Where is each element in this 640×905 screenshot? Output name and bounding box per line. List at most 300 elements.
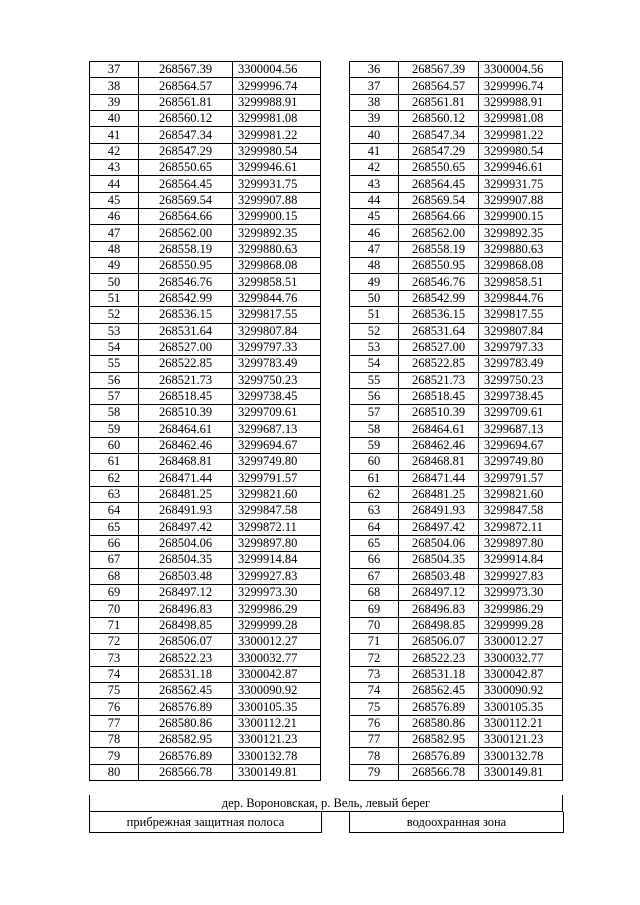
x-coordinate-cell: 268462.46: [139, 437, 233, 453]
point-number-cell: 70: [350, 617, 399, 633]
y-coordinate-cell: 3299872.11: [233, 519, 321, 535]
point-number-cell: 60: [90, 437, 139, 453]
point-number-cell: 76: [350, 715, 399, 731]
point-number-cell: 54: [350, 356, 399, 372]
x-coordinate-cell: 268498.85: [139, 617, 233, 633]
y-coordinate-cell: 3300149.81: [479, 764, 563, 780]
x-coordinate-cell: 268546.76: [139, 274, 233, 290]
table-row: [90, 732, 321, 748]
y-coordinate-cell: 3299880.63: [479, 241, 563, 257]
point-number-cell: 79: [350, 764, 399, 780]
table-row: [350, 405, 563, 421]
y-coordinate-cell: 3299844.76: [233, 290, 321, 306]
x-coordinate-cell: 268542.99: [139, 290, 233, 306]
y-coordinate-cell: 3299847.58: [233, 503, 321, 519]
y-coordinate-cell: 3299868.08: [479, 258, 563, 274]
table-row: [90, 519, 321, 535]
point-number-cell: 77: [90, 715, 139, 731]
point-number-cell: 61: [90, 454, 139, 470]
table-row: [350, 356, 563, 372]
y-coordinate-cell: 3299897.80: [233, 535, 321, 551]
y-coordinate-cell: 3299750.23: [479, 372, 563, 388]
point-number-cell: 36: [350, 62, 399, 78]
x-coordinate-cell: 268522.23: [139, 650, 233, 666]
table-row: [90, 715, 321, 731]
y-coordinate-cell: 3299817.55: [479, 307, 563, 323]
table-row: [350, 192, 563, 208]
table-row: [350, 209, 563, 225]
x-coordinate-cell: 268547.29: [399, 143, 479, 159]
table-row: [350, 127, 563, 143]
point-number-cell: 49: [90, 258, 139, 274]
x-coordinate-cell: 268503.48: [399, 568, 479, 584]
y-coordinate-cell: 3299980.54: [233, 143, 321, 159]
y-coordinate-cell: 3299783.49: [479, 356, 563, 372]
y-coordinate-cell: 3299783.49: [233, 356, 321, 372]
point-number-cell: 39: [90, 94, 139, 110]
x-coordinate-cell: 268496.83: [139, 601, 233, 617]
coordinates-table-left: [89, 61, 321, 781]
table-row: [90, 160, 321, 176]
y-coordinate-cell: 3299858.51: [233, 274, 321, 290]
table-row: [350, 503, 563, 519]
table-row: [90, 62, 321, 78]
y-coordinate-cell: 3299981.08: [479, 111, 563, 127]
y-coordinate-cell: 3299973.30: [233, 585, 321, 601]
x-coordinate-cell: 268531.18: [399, 666, 479, 682]
y-coordinate-cell: 3299986.29: [479, 601, 563, 617]
y-coordinate-cell: 3299797.33: [233, 339, 321, 355]
point-number-cell: 38: [90, 78, 139, 94]
point-number-cell: 62: [350, 486, 399, 502]
x-coordinate-cell: 268550.95: [139, 258, 233, 274]
y-coordinate-cell: 3299847.58: [479, 503, 563, 519]
x-coordinate-cell: 268504.06: [139, 535, 233, 551]
y-coordinate-cell: 3299946.61: [233, 160, 321, 176]
table-row: [90, 535, 321, 551]
x-coordinate-cell: 268564.45: [399, 176, 479, 192]
point-number-cell: 57: [90, 388, 139, 404]
table-row: [350, 339, 563, 355]
y-coordinate-cell: 3299900.15: [479, 209, 563, 225]
x-coordinate-cell: 268531.64: [139, 323, 233, 339]
x-coordinate-cell: 268566.78: [139, 764, 233, 780]
x-coordinate-cell: 268468.81: [399, 454, 479, 470]
x-coordinate-cell: 268496.83: [399, 601, 479, 617]
x-coordinate-cell: 268564.57: [399, 78, 479, 94]
table-row: [90, 225, 321, 241]
point-number-cell: 46: [350, 225, 399, 241]
y-coordinate-cell: 3299986.29: [233, 601, 321, 617]
table-row: [90, 176, 321, 192]
point-number-cell: 71: [350, 634, 399, 650]
point-number-cell: 66: [350, 552, 399, 568]
y-coordinate-cell: 3300121.23: [233, 732, 321, 748]
x-coordinate-cell: 268462.46: [399, 437, 479, 453]
x-coordinate-cell: 268522.85: [139, 356, 233, 372]
y-coordinate-cell: 3299996.74: [479, 78, 563, 94]
table-row: [350, 421, 563, 437]
y-coordinate-cell: 3300112.21: [479, 715, 563, 731]
point-number-cell: 39: [350, 111, 399, 127]
zone-footer: [89, 812, 563, 832]
x-coordinate-cell: 268536.15: [139, 307, 233, 323]
point-number-cell: 48: [350, 258, 399, 274]
point-number-cell: 68: [90, 568, 139, 584]
point-number-cell: 63: [350, 503, 399, 519]
table-row: [90, 209, 321, 225]
y-coordinate-cell: 3299880.63: [233, 241, 321, 257]
x-coordinate-cell: 268503.48: [139, 568, 233, 584]
point-number-cell: 52: [90, 307, 139, 323]
point-number-cell: 66: [90, 535, 139, 551]
table-row: [350, 258, 563, 274]
y-coordinate-cell: 3300105.35: [479, 699, 563, 715]
table-row: [90, 274, 321, 290]
point-number-cell: 38: [350, 94, 399, 110]
table-row: [90, 585, 321, 601]
y-coordinate-cell: 3299872.11: [479, 519, 563, 535]
x-coordinate-cell: 268531.18: [139, 666, 233, 682]
point-number-cell: 65: [90, 519, 139, 535]
y-coordinate-cell: 3300132.78: [479, 748, 563, 764]
point-number-cell: 75: [90, 683, 139, 699]
y-coordinate-cell: 3300032.77: [479, 650, 563, 666]
point-number-cell: 73: [350, 666, 399, 682]
x-coordinate-cell: 268576.89: [399, 748, 479, 764]
x-coordinate-cell: 268562.45: [399, 683, 479, 699]
y-coordinate-cell: 3299750.23: [233, 372, 321, 388]
table-row: [350, 111, 563, 127]
table-row: [90, 666, 321, 682]
point-number-cell: 59: [350, 437, 399, 453]
coordinates-table-left-body: [90, 62, 321, 781]
table-row: [350, 437, 563, 453]
table-row: [90, 323, 321, 339]
table-row: [350, 486, 563, 502]
y-coordinate-cell: 3300090.92: [479, 683, 563, 699]
point-number-cell: 53: [90, 323, 139, 339]
x-coordinate-cell: 268504.35: [399, 552, 479, 568]
y-coordinate-cell: 3299858.51: [479, 274, 563, 290]
point-number-cell: 37: [90, 62, 139, 78]
x-coordinate-cell: 268506.07: [399, 634, 479, 650]
x-coordinate-cell: 268527.00: [399, 339, 479, 355]
point-number-cell: 56: [350, 388, 399, 404]
point-number-cell: 43: [90, 160, 139, 176]
y-coordinate-cell: 3299914.84: [479, 552, 563, 568]
x-coordinate-cell: 268558.19: [139, 241, 233, 257]
y-coordinate-cell: 3299709.61: [479, 405, 563, 421]
table-row: [90, 388, 321, 404]
y-coordinate-cell: 3299694.67: [233, 437, 321, 453]
x-coordinate-cell: 268576.89: [139, 699, 233, 715]
point-number-cell: 76: [90, 699, 139, 715]
y-coordinate-cell: 3299738.45: [233, 388, 321, 404]
point-number-cell: 53: [350, 339, 399, 355]
coordinates-table-right-body: [350, 62, 563, 781]
point-number-cell: 70: [90, 601, 139, 617]
table-row: [350, 601, 563, 617]
point-number-cell: 40: [90, 111, 139, 127]
x-coordinate-cell: 268564.66: [139, 209, 233, 225]
table-row: [350, 519, 563, 535]
table-row: [350, 323, 563, 339]
point-number-cell: 55: [90, 356, 139, 372]
y-coordinate-cell: 3299844.76: [479, 290, 563, 306]
table-row: [90, 127, 321, 143]
table-row: [350, 160, 563, 176]
point-number-cell: 47: [350, 241, 399, 257]
x-coordinate-cell: 268471.44: [139, 470, 233, 486]
point-number-cell: 51: [90, 290, 139, 306]
table-row: [350, 78, 563, 94]
table-row: [90, 601, 321, 617]
x-coordinate-cell: 268560.12: [399, 111, 479, 127]
x-coordinate-cell: 268464.61: [399, 421, 479, 437]
y-coordinate-cell: 3299694.67: [479, 437, 563, 453]
table-row: [90, 290, 321, 306]
point-number-cell: 75: [350, 699, 399, 715]
table-row: [350, 274, 563, 290]
x-coordinate-cell: 268468.81: [139, 454, 233, 470]
x-coordinate-cell: 268497.12: [399, 585, 479, 601]
footer-water-protection-zone: водоохранная зона: [349, 812, 564, 833]
point-number-cell: 67: [350, 568, 399, 584]
y-coordinate-cell: 3300149.81: [233, 764, 321, 780]
table-row: [90, 617, 321, 633]
point-number-cell: 48: [90, 241, 139, 257]
point-number-cell: 58: [350, 421, 399, 437]
y-coordinate-cell: 3299791.57: [233, 470, 321, 486]
x-coordinate-cell: 268521.73: [399, 372, 479, 388]
x-coordinate-cell: 268506.07: [139, 634, 233, 650]
x-coordinate-cell: 268510.39: [139, 405, 233, 421]
y-coordinate-cell: 3300012.27: [479, 634, 563, 650]
x-coordinate-cell: 268562.00: [139, 225, 233, 241]
x-coordinate-cell: 268497.12: [139, 585, 233, 601]
table-row: [350, 94, 563, 110]
point-number-cell: 68: [350, 585, 399, 601]
coordinates-document: [89, 61, 563, 832]
point-number-cell: 43: [350, 176, 399, 192]
point-number-cell: 65: [350, 535, 399, 551]
x-coordinate-cell: 268527.00: [139, 339, 233, 355]
x-coordinate-cell: 268569.54: [399, 192, 479, 208]
y-coordinate-cell: 3299868.08: [233, 258, 321, 274]
x-coordinate-cell: 268498.85: [399, 617, 479, 633]
point-number-cell: 63: [90, 486, 139, 502]
y-coordinate-cell: 3299973.30: [479, 585, 563, 601]
point-number-cell: 74: [90, 666, 139, 682]
y-coordinate-cell: 3299897.80: [479, 535, 563, 551]
point-number-cell: 67: [90, 552, 139, 568]
x-coordinate-cell: 268560.12: [139, 111, 233, 127]
table-row: [350, 372, 563, 388]
x-coordinate-cell: 268567.39: [399, 62, 479, 78]
x-coordinate-cell: 268567.39: [139, 62, 233, 78]
table-row: [90, 94, 321, 110]
table-row: [90, 356, 321, 372]
y-coordinate-cell: 3299907.88: [233, 192, 321, 208]
point-number-cell: 47: [90, 225, 139, 241]
point-number-cell: 50: [90, 274, 139, 290]
table-row: [90, 470, 321, 486]
y-coordinate-cell: 3299807.84: [479, 323, 563, 339]
table-row: [350, 307, 563, 323]
x-coordinate-cell: 268504.06: [399, 535, 479, 551]
point-number-cell: 45: [350, 209, 399, 225]
y-coordinate-cell: 3299981.22: [479, 127, 563, 143]
table-row: [350, 715, 563, 731]
x-coordinate-cell: 268521.73: [139, 372, 233, 388]
x-coordinate-cell: 268547.29: [139, 143, 233, 159]
x-coordinate-cell: 268582.95: [399, 732, 479, 748]
y-coordinate-cell: 3299980.54: [479, 143, 563, 159]
y-coordinate-cell: 3299946.61: [479, 160, 563, 176]
x-coordinate-cell: 268562.45: [139, 683, 233, 699]
table-row: [350, 650, 563, 666]
table-row: [90, 258, 321, 274]
locality-caption: дер. Вороновская, р. Вель, левый берег: [89, 795, 563, 812]
x-coordinate-cell: 268522.85: [399, 356, 479, 372]
footer-coastal-protective-strip: прибрежная защитная полоса: [89, 812, 322, 833]
table-row: [350, 225, 563, 241]
point-number-cell: 80: [90, 764, 139, 780]
table-row: [90, 650, 321, 666]
table-row: [90, 437, 321, 453]
table-row: [350, 290, 563, 306]
x-coordinate-cell: 268546.76: [399, 274, 479, 290]
table-row: [350, 585, 563, 601]
x-coordinate-cell: 268561.81: [139, 94, 233, 110]
x-coordinate-cell: 268497.42: [139, 519, 233, 535]
point-number-cell: 73: [90, 650, 139, 666]
y-coordinate-cell: 3299687.13: [233, 421, 321, 437]
x-coordinate-cell: 268561.81: [399, 94, 479, 110]
x-coordinate-cell: 268566.78: [399, 764, 479, 780]
x-coordinate-cell: 268547.34: [399, 127, 479, 143]
x-coordinate-cell: 268564.57: [139, 78, 233, 94]
point-number-cell: 77: [350, 732, 399, 748]
y-coordinate-cell: 3300004.56: [479, 62, 563, 78]
x-coordinate-cell: 268481.25: [139, 486, 233, 502]
table-row: [350, 617, 563, 633]
point-number-cell: 56: [90, 372, 139, 388]
x-coordinate-cell: 268464.61: [139, 421, 233, 437]
table-row: [90, 339, 321, 355]
table-row: [350, 176, 563, 192]
y-coordinate-cell: 3300121.23: [479, 732, 563, 748]
table-row: [350, 388, 563, 404]
point-number-cell: 37: [350, 78, 399, 94]
x-coordinate-cell: 268536.15: [399, 307, 479, 323]
table-row: [90, 683, 321, 699]
x-coordinate-cell: 268491.93: [139, 503, 233, 519]
x-coordinate-cell: 268491.93: [399, 503, 479, 519]
point-number-cell: 54: [90, 339, 139, 355]
point-number-cell: 49: [350, 274, 399, 290]
x-coordinate-cell: 268522.23: [399, 650, 479, 666]
table-row: [90, 503, 321, 519]
x-coordinate-cell: 268518.45: [139, 388, 233, 404]
y-coordinate-cell: 3299988.91: [233, 94, 321, 110]
x-coordinate-cell: 268518.45: [399, 388, 479, 404]
point-number-cell: 61: [350, 470, 399, 486]
y-coordinate-cell: 3300105.35: [233, 699, 321, 715]
table-row: [350, 732, 563, 748]
x-coordinate-cell: 268510.39: [399, 405, 479, 421]
point-number-cell: 72: [90, 634, 139, 650]
y-coordinate-cell: 3299817.55: [233, 307, 321, 323]
y-coordinate-cell: 3300032.77: [233, 650, 321, 666]
point-number-cell: 50: [350, 290, 399, 306]
table-row: [90, 454, 321, 470]
table-row: [90, 634, 321, 650]
table-row: [350, 634, 563, 650]
x-coordinate-cell: 268547.34: [139, 127, 233, 143]
y-coordinate-cell: 3299791.57: [479, 470, 563, 486]
table-row: [90, 372, 321, 388]
point-number-cell: 42: [90, 143, 139, 159]
table-row: [350, 241, 563, 257]
table-row: [350, 699, 563, 715]
x-coordinate-cell: 268562.00: [399, 225, 479, 241]
y-coordinate-cell: 3299821.60: [479, 486, 563, 502]
y-coordinate-cell: 3299914.84: [233, 552, 321, 568]
y-coordinate-cell: 3299738.45: [479, 388, 563, 404]
point-number-cell: 62: [90, 470, 139, 486]
x-coordinate-cell: 268504.35: [139, 552, 233, 568]
y-coordinate-cell: 3300132.78: [233, 748, 321, 764]
point-number-cell: 59: [90, 421, 139, 437]
y-coordinate-cell: 3300090.92: [233, 683, 321, 699]
y-coordinate-cell: 3299996.74: [233, 78, 321, 94]
y-coordinate-cell: 3299709.61: [233, 405, 321, 421]
x-coordinate-cell: 268550.95: [399, 258, 479, 274]
point-number-cell: 44: [350, 192, 399, 208]
y-coordinate-cell: 3299797.33: [479, 339, 563, 355]
point-number-cell: 72: [350, 650, 399, 666]
point-number-cell: 42: [350, 160, 399, 176]
x-coordinate-cell: 268580.86: [399, 715, 479, 731]
x-coordinate-cell: 268576.89: [139, 748, 233, 764]
table-row: [90, 764, 321, 780]
point-number-cell: 41: [350, 143, 399, 159]
table-row: [90, 568, 321, 584]
point-number-cell: 40: [350, 127, 399, 143]
x-coordinate-cell: 268550.65: [139, 160, 233, 176]
point-number-cell: 51: [350, 307, 399, 323]
table-row: [350, 568, 563, 584]
point-number-cell: 69: [90, 585, 139, 601]
point-number-cell: 52: [350, 323, 399, 339]
point-number-cell: 71: [90, 617, 139, 633]
table-row: [90, 111, 321, 127]
point-number-cell: 60: [350, 454, 399, 470]
table-row: [90, 307, 321, 323]
table-row: [90, 78, 321, 94]
point-number-cell: 78: [90, 732, 139, 748]
y-coordinate-cell: 3299988.91: [479, 94, 563, 110]
table-row: [90, 748, 321, 764]
table-row: [90, 192, 321, 208]
x-coordinate-cell: 268558.19: [399, 241, 479, 257]
table-row: [350, 683, 563, 699]
point-number-cell: 69: [350, 601, 399, 617]
point-number-cell: 45: [90, 192, 139, 208]
y-coordinate-cell: 3299981.22: [233, 127, 321, 143]
